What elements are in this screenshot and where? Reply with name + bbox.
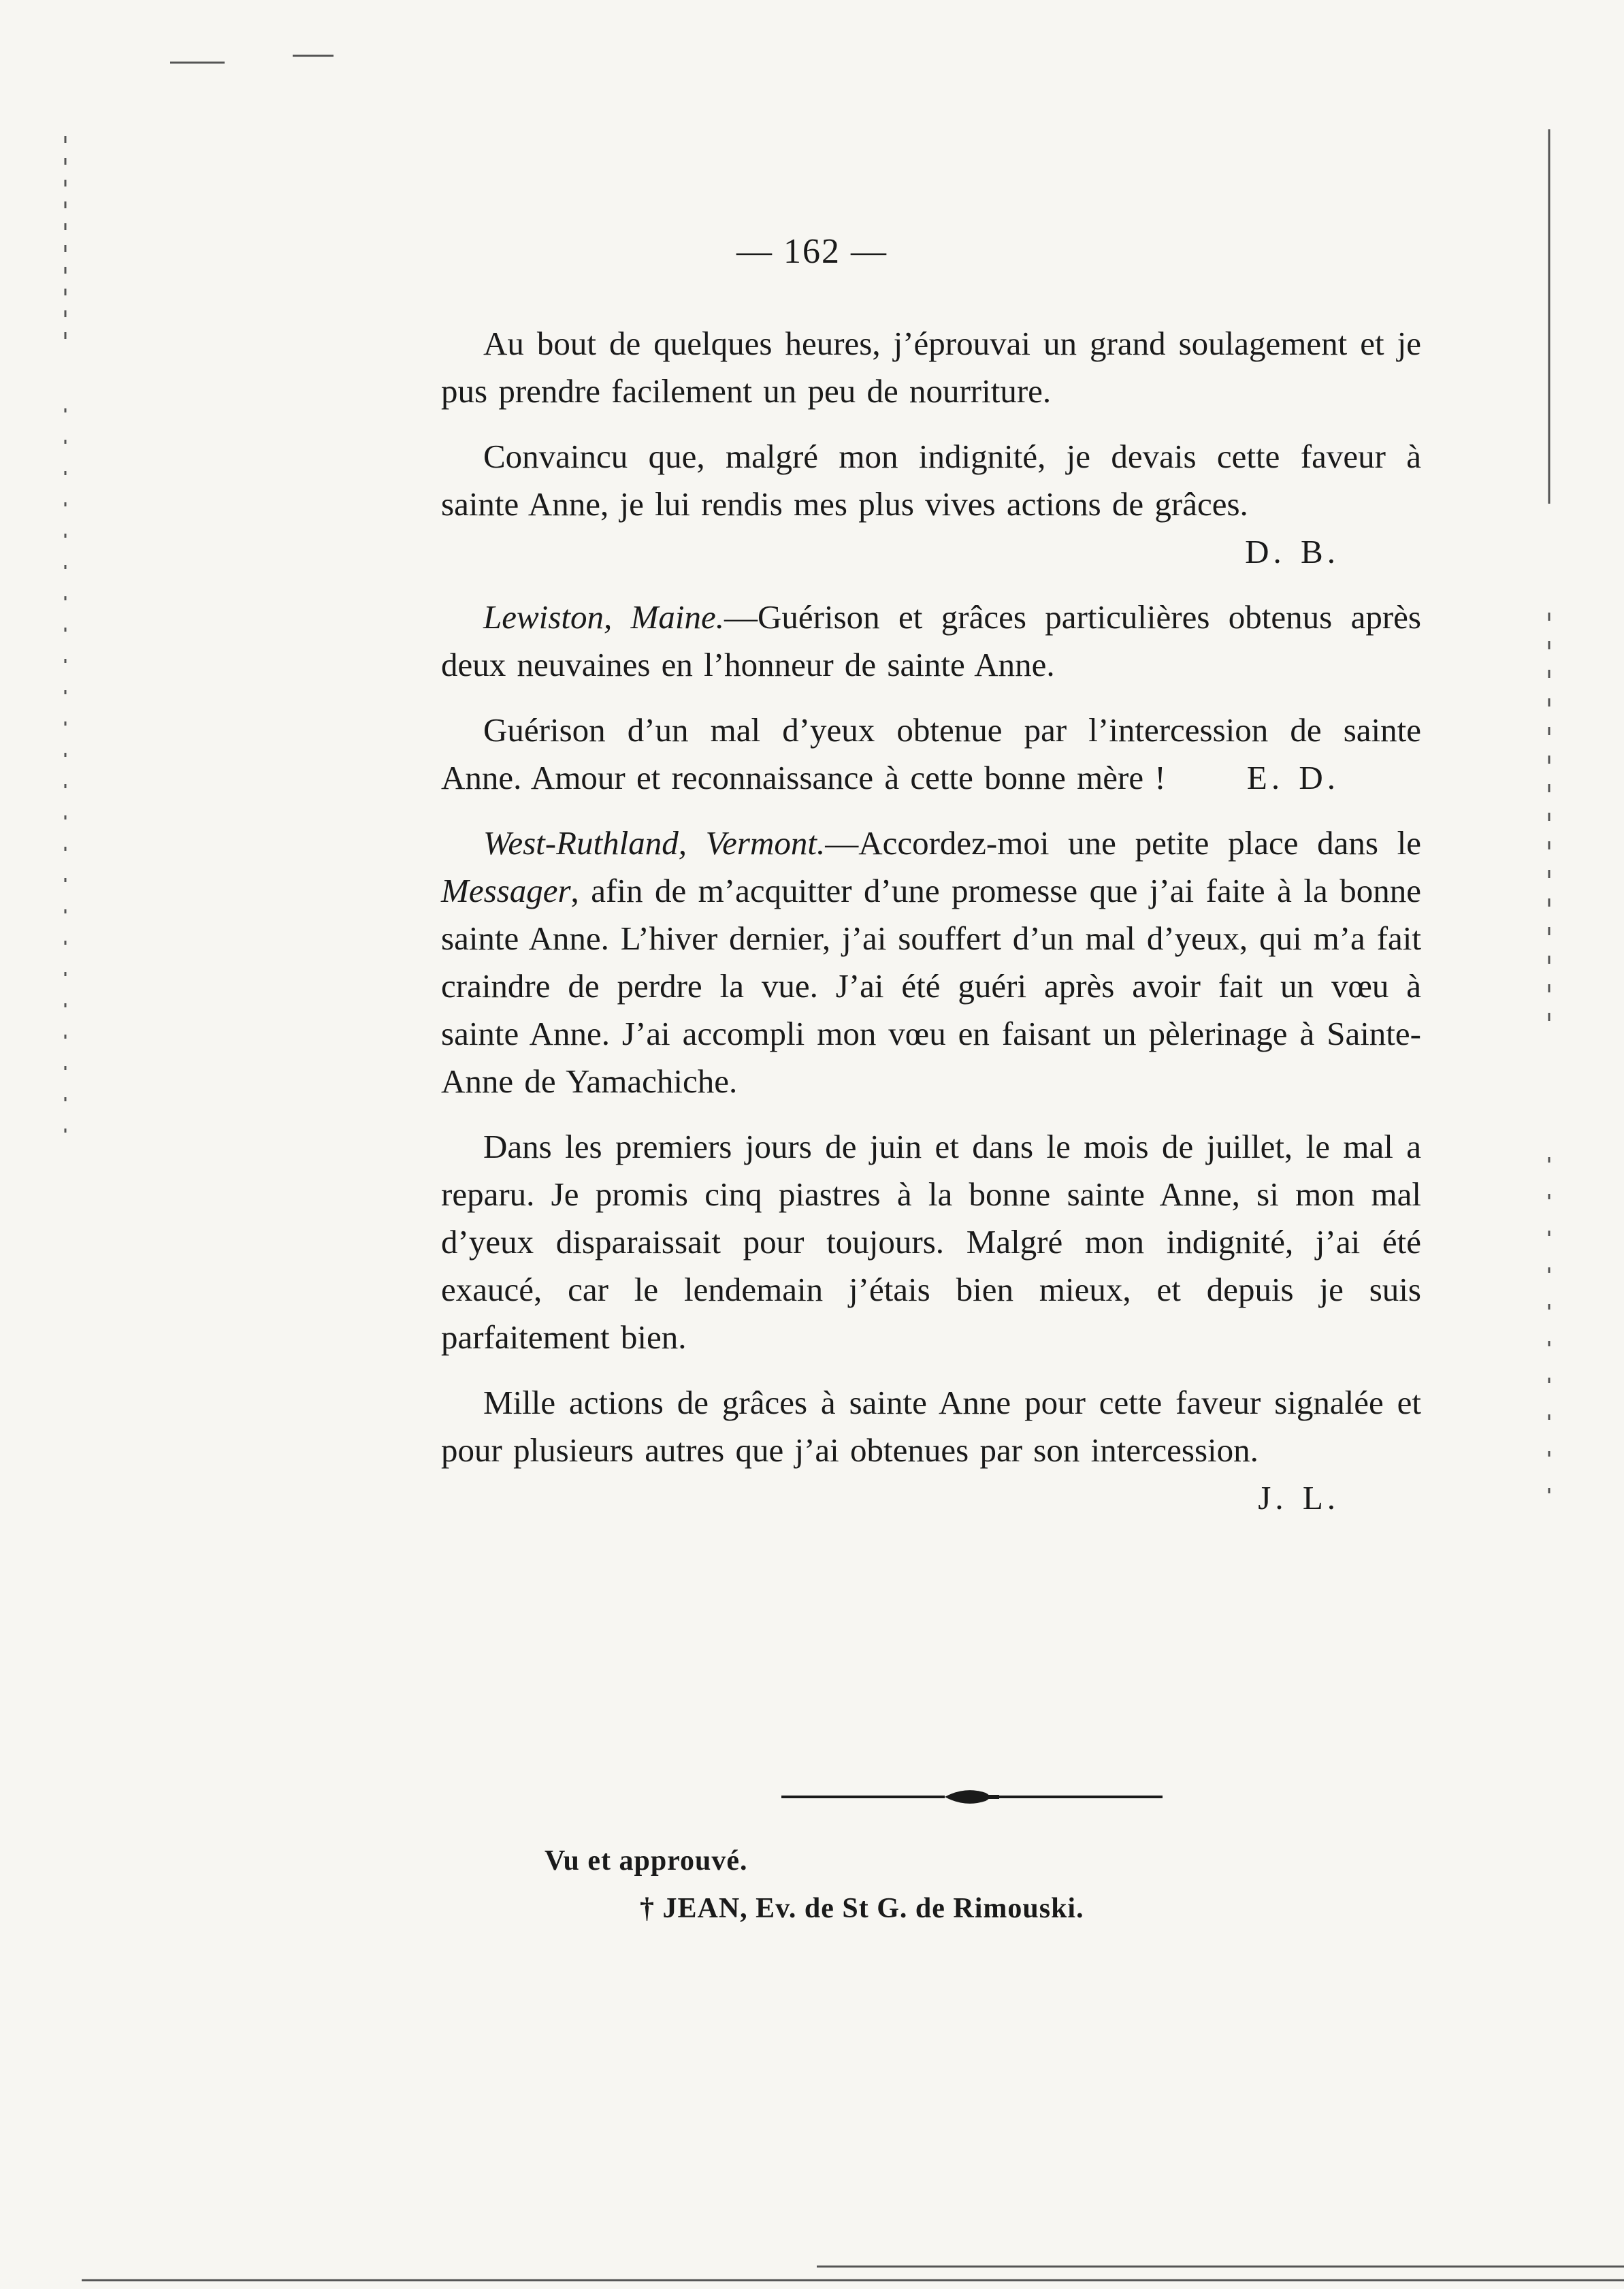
ornament-divider	[781, 1783, 1163, 1811]
paragraph: Dans les premiers jours de juin et dans le mois de juillet, le mal a reparu. Je promis cinq piastres à la bonne sainte Anne, si mon mal d’yeux disparaissait pour toujours. Malgré mon indignité, j’ai été exaucé, car le lendemain j’étais bien mieux, et depuis je suis parfaitement bien.	[441, 1128, 1421, 1356]
paragraph: Mille actions de grâces à sainte Anne pour cette faveur signalée et pour plusieurs autres que j’ai obtenues par son intercession. J. L.	[441, 1379, 1421, 1522]
paragraph: Convaincu que, malgré mon indignité, je devais cette faveur à sainte Anne, je lui rendis mes plus vives actions de grâces. D. B.	[441, 433, 1421, 576]
signature: E. D.	[1246, 759, 1339, 796]
signature: D. B.	[1245, 533, 1339, 570]
paragraph: Guérison d’un mal d’yeux obtenue par l’intercession de sainte Anne. Amour et reconnaissance à cette bonne mère ! E. D.	[441, 707, 1421, 802]
page-body	[441, 320, 1421, 1540]
place-heading: West-Ruthland, Vermont.	[483, 824, 826, 862]
paragraph: Lewiston, Maine.—Guérison et grâces particulières obtenus après deux neuvaines en l’honneur de sainte Anne.	[441, 598, 1421, 683]
page-number: — 162 —	[736, 232, 888, 271]
place-heading: Lewiston, Maine.	[483, 598, 725, 636]
bishop-signature: † JEAN, Ev. de St G. de Rimouski.	[640, 1893, 1084, 1924]
italic-title: Messager	[441, 872, 571, 909]
paragraph: Au bout de quelques heures, j’éprouvai un grand soulagement et je pus prendre facilement un peu de nourriture.	[441, 325, 1421, 410]
signature: J. L.	[1258, 1479, 1339, 1516]
paragraph: West-Ruthland, Vermont.—Accordez-moi une petite place dans le Messager, afin de m’acquitter d’une promesse que j’ai faite à la bonne sainte Anne. L’hiver dernier, j’ai souffert d’un mal d’yeux, qui m’a fait craindre de perdre la vue. J’ai été guéri après avoir fait un vœu à sainte Anne. J’ai accompli mon vœu en faisant un pèlerinage à Sainte-Anne de Yamachiche.	[441, 824, 1422, 1100]
approval-line: Vu et approuvé.	[545, 1845, 748, 1877]
approval-block	[545, 1845, 1429, 1925]
